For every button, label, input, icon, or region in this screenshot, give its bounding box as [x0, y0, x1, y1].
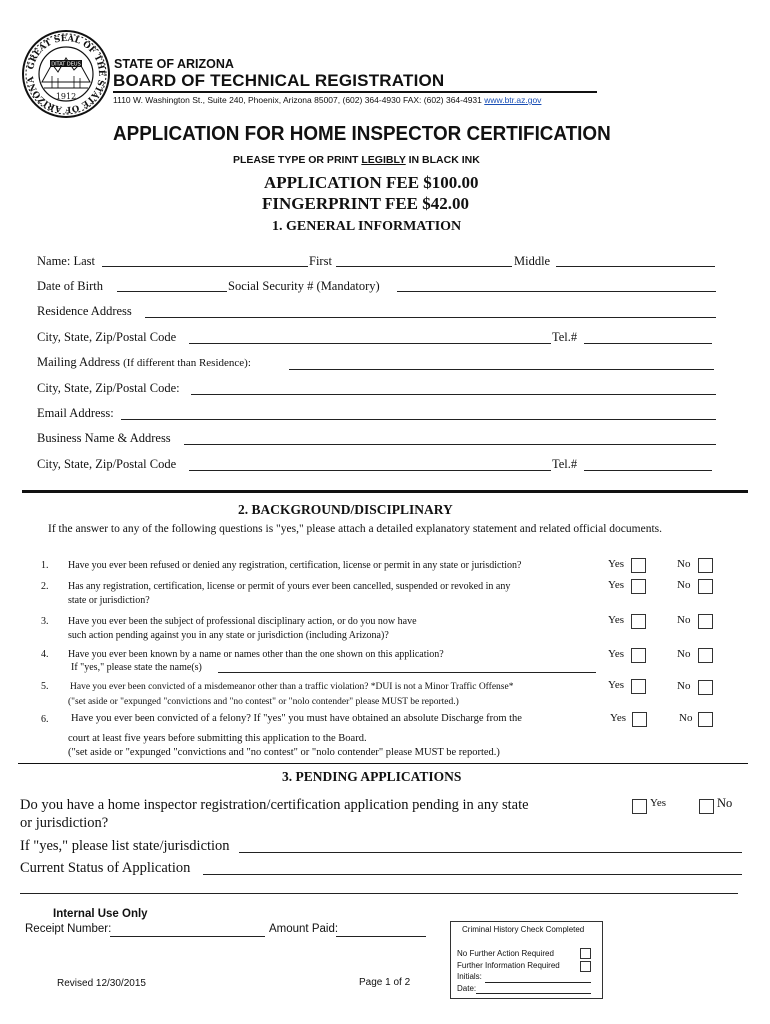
tel3-field[interactable] — [584, 470, 712, 471]
first-name-field[interactable] — [336, 266, 512, 267]
no-further-action-label: No Further Action Required — [457, 949, 554, 958]
criminal-history-title: Criminal History Check Completed — [462, 925, 585, 934]
pending-yes-checkbox[interactable] — [632, 799, 647, 814]
q3-yes-label: Yes — [608, 614, 625, 626]
page-number: Page 1 of 2 — [359, 977, 411, 988]
revised-date: Revised 12/30/2015 — [57, 978, 146, 989]
q2-number: 2. — [41, 581, 49, 592]
city3-field[interactable] — [189, 470, 551, 471]
current-status-field[interactable] — [203, 874, 742, 875]
city1-field[interactable] — [189, 343, 551, 344]
q4-no-label: No — [677, 648, 691, 660]
state-name: STATE OF ARIZONA — [114, 57, 234, 71]
page-title: APPLICATION FOR HOME INSPECTOR CERTIFICATION — [113, 122, 611, 145]
pending-question-line2: or jurisdiction? — [20, 815, 109, 831]
label-tel3: Tel.# — [552, 457, 578, 471]
section2-intro: If the answer to any of the following questions is "yes," please attach a detailed explanatory statement and related official documents. — [48, 523, 663, 535]
q3-text-line2: such action pending against you in any state or jurisdiction (including Arizona)? — [68, 630, 389, 641]
q6-yes-label: Yes — [610, 712, 627, 724]
q1-no-checkbox[interactable] — [698, 558, 713, 573]
q2-no-label: No — [677, 579, 691, 591]
city2-field[interactable] — [191, 394, 716, 395]
q5-no-checkbox[interactable] — [698, 680, 713, 695]
q6-yes-checkbox[interactable] — [632, 712, 647, 727]
initials-field[interactable] — [485, 982, 591, 983]
q3-text-line1: Have you ever been the subject of professional disciplinary action, or do you now have — [68, 616, 417, 627]
q5-no-label: No — [677, 680, 691, 692]
application-fee: APPLICATION FEE $100.00 — [264, 173, 479, 192]
date-label: Date: — [457, 984, 477, 993]
mailing-field[interactable] — [289, 369, 714, 370]
email-field[interactable] — [121, 419, 716, 420]
q1-yes-label: Yes — [608, 558, 625, 570]
board-website-link[interactable]: www.btr.az.gov — [484, 95, 542, 105]
q2-yes-checkbox[interactable] — [631, 579, 646, 594]
current-status-field-2[interactable] — [20, 893, 738, 894]
label-middle-name: Middle — [514, 254, 551, 268]
dob-field[interactable] — [117, 291, 227, 292]
header-rule — [113, 91, 597, 93]
q2-no-checkbox[interactable] — [698, 579, 713, 594]
q3-yes-checkbox[interactable] — [631, 614, 646, 629]
q4-names-field[interactable] — [218, 672, 596, 673]
seal-motto: DITAT DEUS — [51, 61, 81, 68]
q4-number: 4. — [41, 649, 49, 660]
further-info-checkbox[interactable] — [580, 961, 591, 972]
label-current-status: Current Status of Application — [20, 860, 191, 876]
pending-no-label: No — [717, 796, 733, 810]
label-business: Business Name & Address — [37, 431, 171, 445]
q3-number: 3. — [41, 616, 49, 627]
label-email: Email Address: — [37, 406, 114, 420]
q1-yes-checkbox[interactable] — [631, 558, 646, 573]
fingerprint-fee: FINGERPRINT FEE $42.00 — [262, 194, 470, 213]
middle-name-field[interactable] — [556, 266, 715, 267]
internal-use-title: Internal Use Only — [53, 908, 148, 920]
q1-text: Have you ever been refused or denied any registration, certification, license or permit in any state or jurisdiction? — [68, 560, 522, 571]
q5-text-line1: Have you ever been convicted of a misdemeanor other than a traffic violation? *DUI is not a Minor Traffic Offense* — [70, 682, 514, 692]
label-last-name: Name: Last — [37, 254, 95, 268]
initials-label: Initials: — [457, 972, 482, 981]
label-pending-list: If "yes," please list state/jurisdiction — [20, 838, 230, 854]
label-dob: Date of Birth — [37, 279, 103, 293]
section2-divider — [18, 763, 748, 764]
q4-yes-label: Yes — [608, 648, 625, 660]
label-mailing: Mailing Address (If different than Residence): — [37, 355, 251, 369]
receipt-number-field[interactable] — [110, 936, 265, 937]
last-name-field[interactable] — [102, 266, 308, 267]
label-city2: City, State, Zip/Postal Code: — [37, 381, 180, 395]
q6-no-checkbox[interactable] — [698, 712, 713, 727]
arizona-state-seal — [22, 30, 110, 118]
section3-title: 3. PENDING APPLICATIONS — [282, 769, 462, 784]
criminal-history-box — [450, 921, 603, 999]
seal-ring-text: GREAT SEAL OF THE STATE OF ARIZONA — [25, 33, 107, 115]
pending-list-field[interactable] — [239, 852, 742, 853]
q5-text-line2: ("set aside or "expunged "convictions and "no contest" or "nolo contender" please MUST be reported.) — [68, 697, 459, 707]
label-city3: City, State, Zip/Postal Code — [37, 457, 177, 471]
tel1-field[interactable] — [584, 343, 712, 344]
pending-question-line1: Do you have a home inspector registration/certification application pending in any state — [20, 797, 529, 813]
section-divider — [22, 490, 748, 493]
board-name: BOARD OF TECHNICAL REGISTRATION — [113, 71, 445, 90]
q3-no-checkbox[interactable] — [698, 614, 713, 629]
label-receipt-number: Receipt Number: — [25, 923, 112, 935]
ink-instruction: PLEASE TYPE OR PRINT LEGIBLY IN BLACK INK — [233, 154, 480, 166]
label-city1: City, State, Zip/Postal Code — [37, 330, 177, 344]
label-tel1: Tel.# — [552, 330, 578, 344]
residence-field[interactable] — [145, 317, 716, 318]
q2-text-line1: Has any registration, certification, license or permit of yours ever been cancelled, suspended or revoked in any — [68, 581, 511, 592]
q6-number: 6. — [41, 714, 49, 725]
label-residence: Residence Address — [37, 304, 132, 318]
q4-text-line1: Have you ever been known by a name or names other than the one shown on this application? — [68, 649, 444, 660]
board-address: 1110 W. Washington St., Suite 240, Phoenix, Arizona 85007, (602) 364-4930 FAX: (602) 364-4931 — [113, 95, 482, 105]
label-ssn: Social Security # (Mandatory) — [228, 279, 380, 293]
pending-yes-label: Yes — [650, 797, 667, 809]
q4-text-line2: If "yes," please state the name(s) — [71, 662, 202, 673]
q1-no-label: No — [677, 558, 691, 570]
amount-paid-field[interactable] — [336, 936, 426, 937]
q6-text-line3: ("set aside or "expunged "convictions and "no contest" or "nolo contender" please MUST be reported.) — [68, 747, 500, 758]
q5-number: 5. — [41, 681, 49, 692]
further-info-label: Further Information Required — [457, 961, 560, 970]
business-field[interactable] — [184, 444, 716, 445]
q1-number: 1. — [41, 560, 49, 571]
section2-title: 2. BACKGROUND/DISCIPLINARY — [238, 502, 453, 517]
date-field[interactable] — [476, 993, 591, 994]
q5-yes-label: Yes — [608, 679, 625, 691]
board-address-line — [113, 95, 541, 105]
q4-yes-checkbox[interactable] — [631, 648, 646, 663]
no-further-action-checkbox[interactable] — [580, 948, 591, 959]
q6-text-line1: Have you ever been convicted of a felony? If "yes" you must have obtained an absolute Discharge from the — [71, 713, 522, 724]
q2-text-line2: state or jurisdiction? — [68, 595, 150, 606]
q6-text-line2: court at least five years before submitting this application to the Board. — [68, 733, 367, 744]
q5-yes-checkbox[interactable] — [631, 679, 646, 694]
label-amount-paid: Amount Paid: — [269, 923, 339, 935]
q4-no-checkbox[interactable] — [698, 648, 713, 663]
section1-title: 1. GENERAL INFORMATION — [272, 219, 462, 234]
pending-no-checkbox[interactable] — [699, 799, 714, 814]
seal-year: 1912 — [55, 92, 77, 101]
label-first-name: First — [309, 254, 332, 268]
q2-yes-label: Yes — [608, 579, 625, 591]
q6-no-label: No — [679, 712, 693, 724]
q3-no-label: No — [677, 614, 691, 626]
ssn-field[interactable] — [397, 291, 716, 292]
